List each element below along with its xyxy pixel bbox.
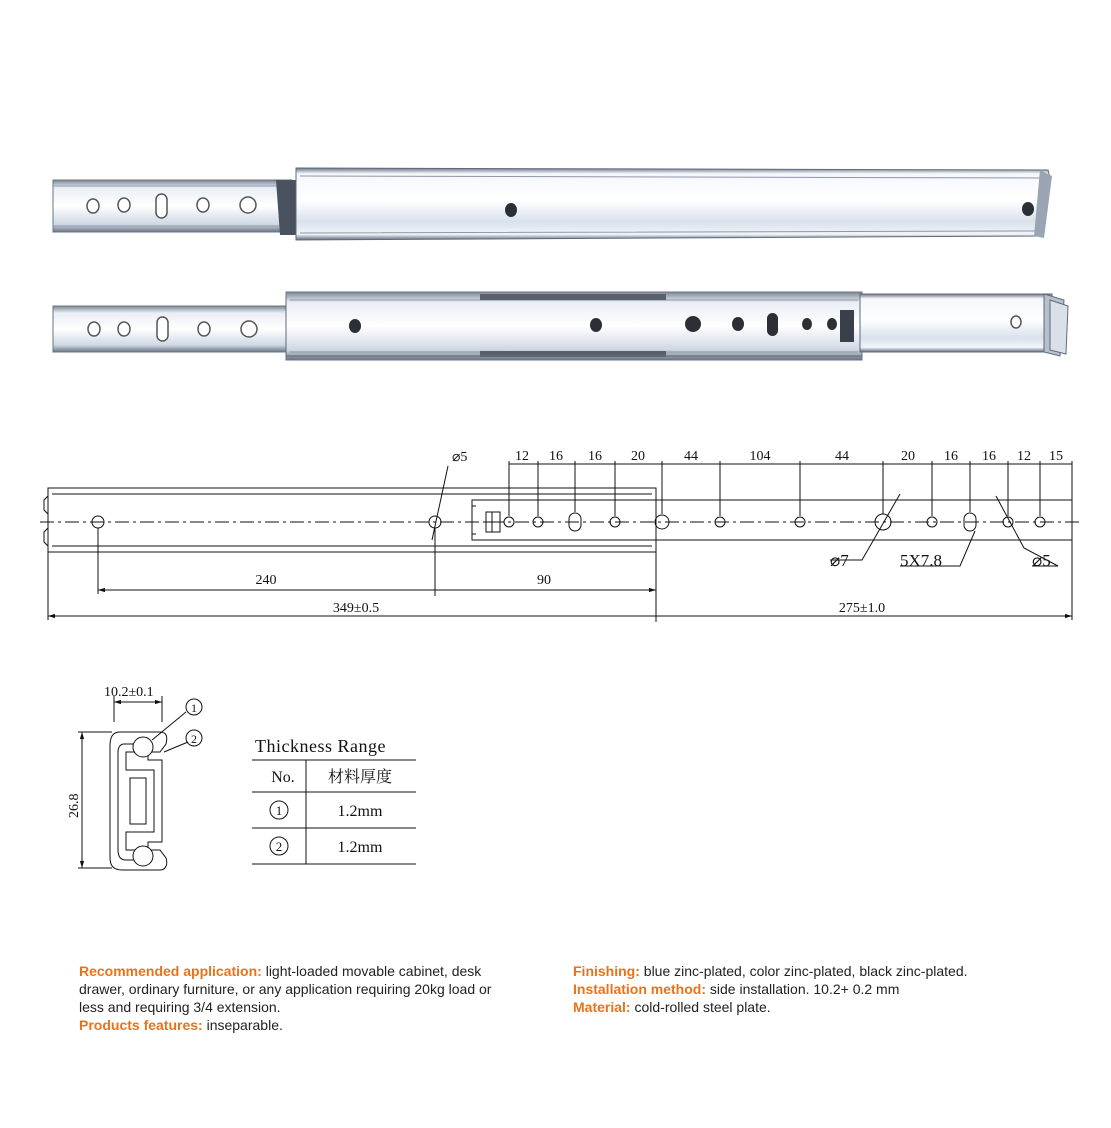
table-title: Thickness Range <box>255 736 386 756</box>
dim-90: 90 <box>537 573 551 588</box>
dim-12b: 12 <box>1017 449 1031 464</box>
dim-16d: 16 <box>982 449 996 464</box>
spec-recommended-application: Recommended application: light-loaded movable cabinet, desk drawer, ordinary furniture, or any application requiring 20kg load or less and requiring 3/4 extension. <box>79 963 492 1015</box>
dim-16b: 16 <box>588 449 602 464</box>
slide-photo-closed <box>53 168 1052 240</box>
spec-material: Material: cold-rolled steel plate. <box>573 999 771 1015</box>
slide-photo-extended <box>53 292 1068 360</box>
dim-16c: 16 <box>944 449 958 464</box>
dim-44a: 44 <box>684 449 698 464</box>
length-travel: 275±1.0 <box>838 601 886 616</box>
row-1-value: 1.2mm <box>337 803 383 820</box>
row-2-value: 1.2mm <box>337 839 383 856</box>
length-closed: 349±0.5 <box>332 601 380 616</box>
callout-2: 2 <box>191 732 197 746</box>
thickness-table <box>252 736 416 864</box>
callout-1: 1 <box>191 701 197 715</box>
spec-right <box>573 962 1093 1016</box>
slot-label: 5X7.8 <box>900 551 943 570</box>
row-2-no: 2 <box>275 839 283 854</box>
dim-240: 240 <box>255 573 277 588</box>
spec-finishing: Finishing: blue zinc-plated, color zinc-plated, black zinc-plated. <box>573 963 968 979</box>
hole-d5-label: ⌀5 <box>1032 551 1051 570</box>
dim-16a: 16 <box>549 449 563 464</box>
hole-d7-label: ⌀7 <box>830 551 849 570</box>
section-width: 10.2±0.1 <box>104 685 154 700</box>
spec-left <box>79 962 519 1034</box>
hole-left-label: ⌀5 <box>452 450 468 465</box>
col-no-header: No. <box>271 769 295 786</box>
dim-104: 104 <box>749 449 771 464</box>
section-height: 26.8 <box>67 793 82 818</box>
dim-20a: 20 <box>631 449 645 464</box>
col-material-header: 材料厚度 <box>327 769 393 786</box>
dim-15: 15 <box>1049 449 1063 464</box>
dim-12a: 12 <box>515 449 529 464</box>
top-dimension-labels <box>515 449 1063 464</box>
spec-installation-method: Installation method: side installation. 10.2+ 0.2 mm <box>573 981 900 997</box>
dimension-drawing <box>40 461 1080 622</box>
spec-products-features: Products features: inseparable. <box>79 1017 283 1033</box>
row-1-no: 1 <box>275 803 283 818</box>
dim-20b: 20 <box>901 449 915 464</box>
dim-44b: 44 <box>835 449 849 464</box>
cross-section <box>78 696 202 870</box>
